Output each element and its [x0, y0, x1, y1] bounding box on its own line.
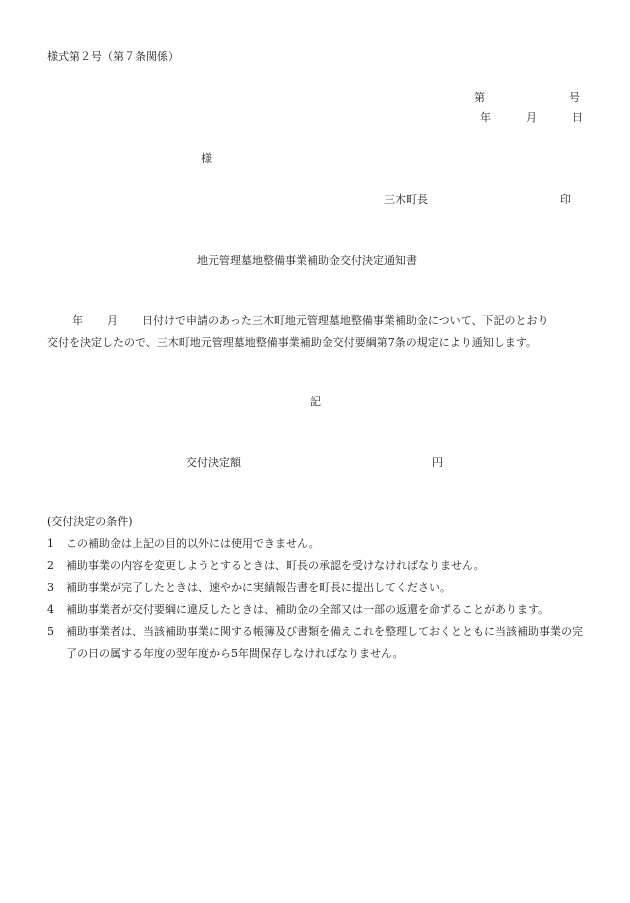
- date-month: 月: [526, 111, 537, 124]
- condition-number: 2: [47, 559, 54, 572]
- condition-text: この補助金は上記の目的以外には使用できません。: [66, 537, 320, 550]
- recipient-suffix: 様: [201, 152, 212, 165]
- condition-item: [47, 577, 592, 599]
- conditions-section: [47, 511, 592, 665]
- condition-number: 4: [47, 603, 54, 616]
- seal-mark: 印: [560, 193, 571, 206]
- body-month: 月: [107, 314, 118, 327]
- body-year: 年: [72, 314, 83, 327]
- body-line-1-text: 日付けで申請のあった三木町地元管理墓地整備事業補助金について、下記のとおり: [142, 314, 549, 327]
- condition-item: [47, 533, 592, 555]
- condition-number: 3: [47, 581, 54, 594]
- condition-number: 5: [47, 625, 54, 638]
- condition-text: 補助事業者が交付要綱に違反したときは、補助金の全部又は一部の返還を命ずることがあります。: [66, 603, 550, 616]
- amount-unit: 円: [432, 456, 443, 469]
- issuer-name: 三木町長: [384, 193, 428, 206]
- condition-text: 補助事業が完了したときは、速やかに実績報告書を町長に提出してください。: [66, 581, 451, 594]
- body-line-1: [47, 310, 587, 332]
- date-day: 日: [572, 111, 583, 124]
- condition-text: 補助事業者は、当該補助事業に関する帳簿及び書類を備えこれを整理しておくとともに当該補助事業の完了の日の属する年度の翌年度から5年間保存しなければなりません。: [66, 625, 583, 660]
- document-title: 地元管理墓地整備事業補助金交付決定通知書: [197, 254, 417, 267]
- condition-item: [47, 621, 592, 665]
- number-prefix: 第: [474, 91, 485, 104]
- condition-item: [47, 599, 592, 621]
- body-paragraph: [47, 310, 587, 354]
- body-line-2: 交付を決定したので、三木町地元管理墓地整備事業補助金交付要綱第7条の規定により通知します。: [47, 336, 537, 349]
- ki-marker: 記: [310, 395, 321, 408]
- condition-number: 1: [47, 537, 54, 550]
- condition-item: [47, 555, 592, 577]
- conditions-heading: (交付決定の条件): [47, 515, 133, 528]
- date-year: 年: [480, 111, 491, 124]
- number-suffix: 号: [569, 91, 580, 104]
- form-label: 様式第２号（第７条関係）: [47, 50, 179, 63]
- amount-label: 交付決定額: [186, 456, 241, 469]
- condition-text: 補助事業の内容を変更しようとするときは、町長の承認を受けなければなりません。: [66, 559, 485, 572]
